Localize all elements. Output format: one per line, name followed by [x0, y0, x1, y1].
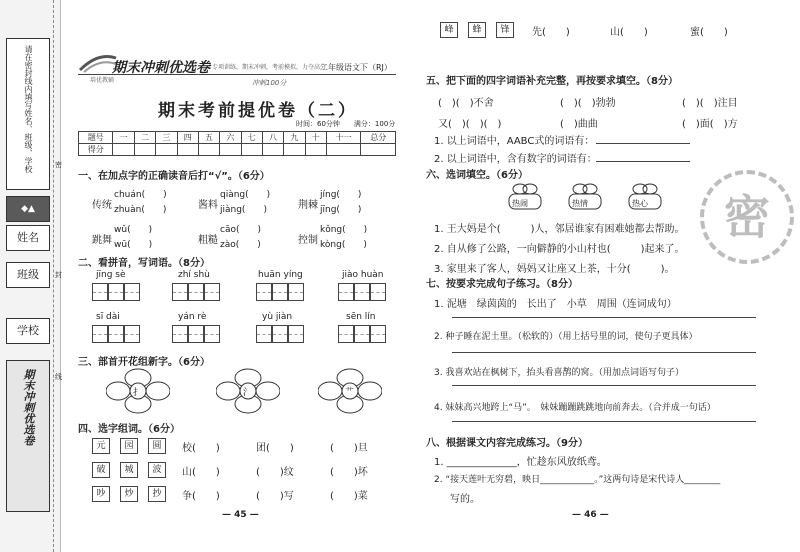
q1-option[interactable]: jíng( )	[320, 190, 362, 200]
writing-cell[interactable]	[124, 325, 140, 343]
idiom-blank[interactable]: ( )面( )方	[682, 119, 738, 130]
q6-sentence-2: 2. 自从修了公路，一向僻静的小山村也( )起来了。	[434, 244, 685, 255]
q1-option[interactable]: jīng( )	[320, 205, 362, 215]
fill-blank[interactable]: 先( )	[532, 27, 570, 38]
word-choice: 热情	[572, 199, 588, 208]
fill-blank[interactable]: 山( )	[610, 27, 648, 38]
answer-line[interactable]	[596, 161, 690, 162]
choice-char: 园	[120, 438, 138, 454]
writing-cell[interactable]	[256, 283, 272, 301]
q2-pinyin: jiào huàn	[342, 270, 384, 280]
brand-small: 培优教辅	[90, 77, 115, 84]
q2-pinyin: sēn lín	[346, 312, 376, 322]
brand-title: 期末冲刺优选卷	[112, 60, 210, 76]
fill-blank[interactable]: ( )纹	[256, 467, 294, 478]
fill-blank[interactable]: 校( )	[182, 443, 220, 454]
writing-cell[interactable]	[172, 283, 188, 301]
idiom-blank[interactable]: ( )( )不舍	[438, 98, 494, 109]
q6-sentence-1: 1. 王大妈是个( )人，邻居谁家有困难她都去帮助。	[434, 224, 685, 235]
fill-blank[interactable]: 争( )	[182, 491, 220, 502]
grade-tag: 二年级语文下（RJ）	[320, 63, 392, 72]
choice-char: 波	[148, 462, 166, 478]
q1-option[interactable]: wǔ( )	[114, 225, 153, 235]
q1-word: 控制	[298, 235, 318, 246]
q2-pinyin: jīng sè	[96, 270, 126, 280]
fill-blank[interactable]: ( )坏	[330, 467, 368, 478]
answer-line[interactable]	[452, 421, 756, 422]
writing-cell[interactable]	[288, 283, 304, 301]
q2-title: 二、看拼音，写词语。（8分）	[78, 258, 210, 269]
score-cell[interactable]	[134, 144, 155, 156]
side-mark-3: 线	[55, 373, 62, 381]
answer-line[interactable]	[452, 352, 756, 353]
binding-sidebar	[0, 0, 61, 552]
score-cell[interactable]	[305, 144, 326, 156]
writing-cell[interactable]	[370, 325, 386, 343]
choice-char: 破	[92, 462, 110, 478]
choice-char: 吵	[92, 486, 110, 502]
q2-pinyin: zhí shù	[178, 270, 210, 280]
q8-line-2b: 写的。	[450, 494, 480, 505]
q1-word: 粗糙	[198, 235, 218, 246]
score-cell[interactable]	[198, 144, 219, 156]
notice-text: 请在密封线内填写姓名、班级、学校	[24, 45, 33, 173]
exam-title: 期末考前提优卷（二）	[158, 101, 358, 121]
q4-title: 四、选字组词。（6分）	[78, 424, 180, 435]
writing-cell[interactable]	[188, 325, 204, 343]
choice-char: 城	[120, 462, 138, 478]
q6-title: 六、选词填空。（6分）	[426, 170, 528, 181]
school-field[interactable]: 学校	[6, 318, 50, 344]
q8-title: 八、根据课文内容完成练习。（9分）	[426, 438, 588, 449]
score-cell[interactable]	[361, 144, 396, 156]
name-field[interactable]: 姓名	[6, 225, 50, 251]
writing-cell[interactable]	[338, 283, 354, 301]
score-header-cell: 一	[113, 132, 134, 144]
page-number-right: — 46 —	[572, 510, 609, 520]
score-cell[interactable]	[284, 144, 305, 156]
fill-blank[interactable]: 山( )	[182, 467, 220, 478]
q1-option[interactable]: jiàng( )	[220, 205, 267, 215]
idiom-blank[interactable]: 又( )( )( )	[438, 119, 502, 130]
writing-cell[interactable]	[354, 283, 370, 301]
q1-option[interactable]: chuán( )	[114, 190, 167, 200]
writing-cell[interactable]	[204, 325, 220, 343]
sidebar-logo: ◆▲	[6, 196, 50, 222]
score-header-cell: 八	[262, 132, 283, 144]
writing-cell[interactable]	[204, 283, 220, 301]
score-cell[interactable]	[241, 144, 262, 156]
writing-cell[interactable]	[188, 283, 204, 301]
q7-sentence-1: 1. 泥塘 绿茵茵的 长出了 小草 周围（连词成句）	[434, 299, 677, 310]
right-page	[412, 0, 800, 552]
score-header-cell: 十	[305, 132, 326, 144]
q5-title: 五、把下面的四字词语补充完整，再按要求填空。（8分）	[426, 76, 678, 87]
motto: 冲刺100分	[252, 79, 287, 87]
score-header-cell: 题号	[79, 132, 113, 144]
word-choice: 热心	[632, 199, 648, 208]
q1-option[interactable]: cāo( )	[220, 225, 261, 235]
writing-cell[interactable]	[272, 283, 288, 301]
q1-option[interactable]: zhuàn( )	[114, 205, 167, 215]
writing-cell[interactable]	[108, 325, 124, 343]
q2-pinyin: huān yíng	[258, 270, 303, 280]
writing-cell[interactable]	[92, 325, 108, 343]
word-choice: 热闹	[512, 199, 528, 208]
score-header-cell: 四	[177, 132, 198, 144]
score-cell[interactable]	[326, 144, 360, 156]
q7-sentence-4: 4. 妹妹高兴地跨上“马”。 妹妹蹦蹦跳跳地向前奔去。（合并成一句话）	[434, 403, 716, 413]
q1-word: 荆棘	[298, 200, 318, 211]
choice-char: 炒	[120, 486, 138, 502]
score-cell[interactable]	[156, 144, 177, 156]
q6-sentence-3: 3. 家里来了客人，妈妈又让座又上茶，十分( )。	[434, 264, 675, 275]
answer-line[interactable]	[452, 385, 756, 386]
score-table	[78, 131, 396, 156]
score-header-row	[79, 132, 396, 144]
fill-blank[interactable]: ( )旦	[330, 443, 368, 454]
q5-fill-2: 2. 以上词语中，含有数字的词语有：	[434, 154, 597, 165]
answer-line[interactable]	[596, 143, 690, 144]
choice-char: 峰	[440, 22, 458, 38]
writing-cell[interactable]	[354, 325, 370, 343]
q1-option[interactable]: kǒng( )	[320, 225, 368, 235]
score-cell[interactable]	[220, 144, 241, 156]
choice-char: 抄	[148, 486, 166, 502]
score-header-cell: 二	[134, 132, 155, 144]
score-cell[interactable]	[177, 144, 198, 156]
fill-blank[interactable]: ( )写	[256, 491, 294, 502]
sidebar-brand-box	[6, 360, 50, 512]
fill-blank[interactable]: 蜜( )	[690, 27, 728, 38]
q1-option[interactable]: qiàng( )	[220, 190, 271, 200]
q2-pinyin: sī dài	[96, 312, 120, 322]
page-number-left: — 45 —	[222, 510, 259, 520]
choice-char: 元	[92, 438, 110, 454]
score-header-cell: 六	[220, 132, 241, 144]
header-rule	[78, 74, 396, 75]
radical-1: 扌	[133, 388, 143, 398]
score-header-cell: 三	[156, 132, 177, 144]
q1-option[interactable]: kòng( )	[320, 240, 367, 250]
q8-line-1[interactable]: 1. ______________，忙趁东风放纸鸢。	[434, 457, 607, 468]
q1-word: 传统	[92, 200, 112, 211]
seal-line	[53, 0, 54, 552]
confidential-seal: 密	[700, 170, 794, 264]
q3-title: 三、部首开花组新字。（6分）	[78, 357, 210, 368]
score-header-cell: 总分	[361, 132, 396, 144]
writing-cell[interactable]	[172, 325, 188, 343]
answer-line[interactable]	[452, 317, 756, 318]
writing-cell[interactable]	[124, 283, 140, 301]
q7-sentence-2: 2. 种子睡在泥土里。（松软的）（用上括号里的词，使句子更具体）	[434, 332, 698, 342]
score-cell[interactable]	[262, 144, 283, 156]
q1-option[interactable]: zào( )	[220, 240, 261, 250]
side-mark-2: 封	[55, 271, 62, 279]
score-value-row	[79, 144, 396, 156]
choice-char: 蜂	[468, 22, 486, 38]
writing-cell[interactable]	[370, 283, 386, 301]
writing-cell[interactable]	[256, 325, 272, 343]
left-page	[66, 0, 400, 552]
choice-char: 圆	[148, 438, 166, 454]
idiom-blank[interactable]: ( )( )勃勃	[560, 98, 616, 109]
sidebar-brand: 期末冲刺优选卷	[22, 369, 35, 446]
idiom-blank[interactable]: ( )曲曲	[560, 119, 598, 130]
q1-word: 酱料	[198, 200, 218, 211]
writing-cell[interactable]	[338, 325, 354, 343]
q1-option[interactable]: wū( )	[114, 240, 153, 250]
notice-box	[6, 38, 50, 190]
fill-blank[interactable]: 团( )	[256, 443, 294, 454]
score-header-cell: 七	[241, 132, 262, 144]
q2-pinyin: yù jiàn	[262, 312, 293, 322]
q1-word: 跳舞	[92, 235, 112, 246]
slogan: 专项训练，期末冲刺，考前模拟，力夺高分	[212, 64, 327, 71]
time-score: 时间：60分钟 满分：100分	[296, 120, 396, 128]
radical-2: 氵	[243, 388, 253, 398]
q2-pinyin: yán rè	[178, 312, 207, 322]
q1-title: 一、在加点字的正确读音后打“√”。（6分）	[78, 171, 270, 182]
score-header-cell: 十一	[326, 132, 360, 144]
q7-sentence-3: 3. 我喜欢站在枫树下，抬头看喜鹊的窝。（用加点词语写句子）	[434, 368, 684, 378]
writing-cell[interactable]	[108, 283, 124, 301]
q7-title: 七、按要求完成句子练习。（8分）	[426, 279, 578, 290]
score-row-label: 得分	[79, 144, 113, 156]
side-mark-1: 密	[55, 161, 62, 169]
writing-cell[interactable]	[272, 325, 288, 343]
q8-line-2[interactable]: 2. “接天莲叶无穷碧，映日____________。”这两句诗是宋代诗人________	[434, 475, 721, 485]
score-cell[interactable]	[113, 144, 134, 156]
idiom-blank[interactable]: ( )( )注目	[682, 98, 738, 109]
class-field[interactable]: 班级	[6, 262, 50, 288]
score-header-cell: 五	[198, 132, 219, 144]
choice-char: 锋	[496, 22, 514, 38]
writing-cell[interactable]	[92, 283, 108, 301]
q5-fill-1: 1. 以上词语中，AABC式的词语有：	[434, 136, 595, 147]
fill-blank[interactable]: ( )菜	[330, 491, 368, 502]
writing-cell[interactable]	[288, 325, 304, 343]
score-header-cell: 九	[284, 132, 305, 144]
radical-3: 艹	[345, 388, 355, 398]
